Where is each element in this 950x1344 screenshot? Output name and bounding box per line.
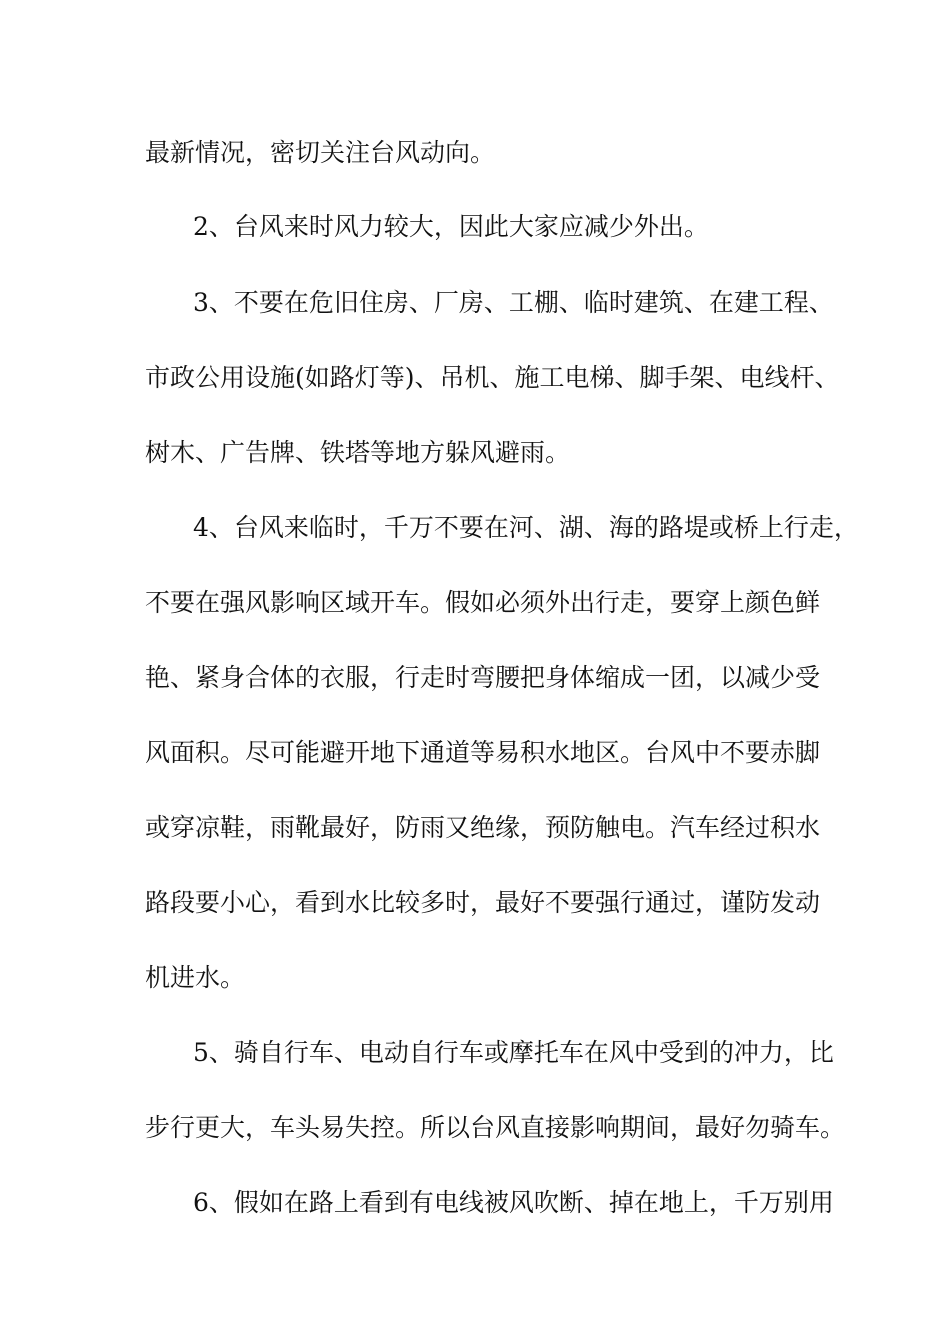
paragraph-3-line-2: 市政公用设施(如路灯等)、吊机、施工电梯、脚手架、电线杆、 — [145, 363, 840, 392]
paragraph-3-line-1: 3、不要在危旧住房、厂房、工棚、临时建筑、在建工程、 — [193, 288, 834, 317]
paragraph-4-line-1: 4、台风来临时，千万不要在河、湖、海的路堤或桥上行走， — [193, 513, 859, 542]
paragraph-4-line-4: 风面积。尽可能避开地下通道等易积水地区。台风中不要赤脚 — [145, 738, 821, 767]
paragraph-4-line-3: 艳、紧身合体的衣服，行走时弯腰把身体缩成一团，以减少受 — [145, 663, 821, 692]
paragraph-4-line-5: 或穿凉鞋，雨靴最好，防雨又绝缘，预防触电。汽车经过积水 — [145, 813, 821, 842]
paragraph-4-line-7: 机进水。 — [145, 963, 246, 992]
paragraph-5-line-2: 步行更大，车头易失控。所以台风直接影响期间，最好勿骑车。 — [145, 1113, 846, 1142]
paragraph-4-line-6: 路段要小心，看到水比较多时，最好不要强行通过，谨防发动 — [145, 888, 821, 917]
paragraph-5-line-1: 5、骑自行车、电动自行车或摩托车在风中受到的冲力，比 — [193, 1038, 834, 1067]
paragraph-2-line-1: 2、台风来时风力较大，因此大家应减少外出。 — [193, 212, 709, 241]
paragraph-3-line-3: 树木、广告牌、铁塔等地方躲风避雨。 — [145, 438, 571, 467]
text-line: 最新情况，密切关注台风动向。 — [145, 138, 496, 167]
paragraph-4-line-2: 不要在强风影响区域开车。假如必须外出行走，要穿上颜色鲜 — [145, 588, 821, 617]
paragraph-6-line-1: 6、假如在路上看到有电线被风吹断、掉在地上，千万别用 — [193, 1188, 834, 1217]
